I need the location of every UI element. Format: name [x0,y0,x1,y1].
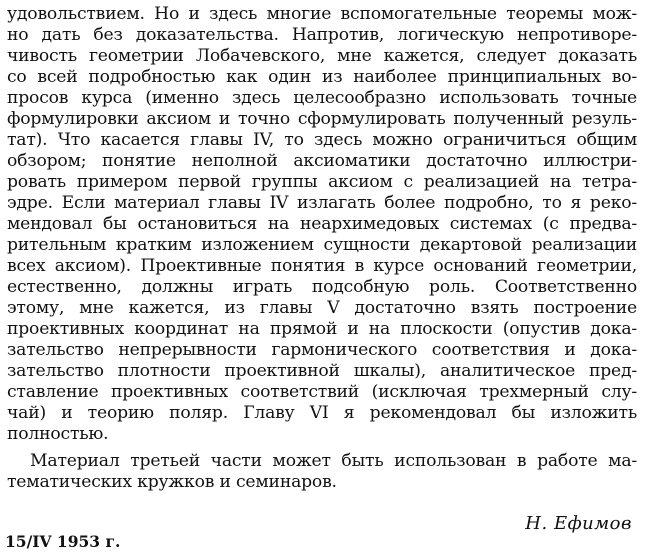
text-line: со всей подробностью как один из наиболее принципиальных во- [7,67,637,87]
text-line: естественно, должны играть подсобную роль. Соответственно [7,277,637,297]
text-line: зательство плотности проективной шкалы), аналитическое пред- [7,361,637,381]
author-signature: Н. Ефимов [525,513,632,534]
text-line: Материал третьей части может быть использован в работе ма- [30,451,637,471]
text-line: обзором; понятие неполной аксиоматики достаточно иллюстри- [7,151,637,171]
text-line: рительным кратким изложением сущности декартовой реализации [7,235,637,255]
text-line: тематических кружков и семинаров. [7,472,337,492]
text-line: зательство непрерывности гармонического соответствия и дока- [7,340,637,360]
text-line: чивость геометрии Лобачевского, мне кажется, следует доказать [7,46,637,66]
text-line: ровать примером первой группы аксиом с реализацией на тетра- [7,172,637,192]
text-line: ставление проективных соответствий (исключая трехмерный слу- [7,382,637,402]
document-date: 15/IV 1953 г. [5,532,121,551]
text-line: просов курса (именно здесь целесообразно использовать точные [7,88,637,108]
text-line: тат). Что касается главы IV, то здесь можно ограничиться общим [7,130,637,150]
text-line: всех аксиом). Проективные понятия в курсе оснований геометрии, [7,256,637,276]
text-line: проективных координат на прямой и на плоскости (опустив дока- [7,319,637,339]
text-line: эдре. Если материал главы IV излагать более подробно, то я реко- [7,193,637,213]
text-line: полностью. [7,424,109,444]
text-line: мендовал бы остановиться на неархимедовых системах (с предва- [7,214,637,234]
text-line: удовольствием. Но и здесь многие вспомогательные теоремы мож- [7,4,637,24]
text-line: чай) и теорию поляр. Главу VI я рекомендовал бы изложить [7,403,637,423]
text-line: но дать без доказательства. Напротив, логическую непротиворе- [7,25,637,45]
text-line: этому, мне кажется, из главы V достаточно взять построение [7,298,637,318]
text-line: формулировки аксиом и точно сформулировать полученный резуль- [7,109,637,129]
